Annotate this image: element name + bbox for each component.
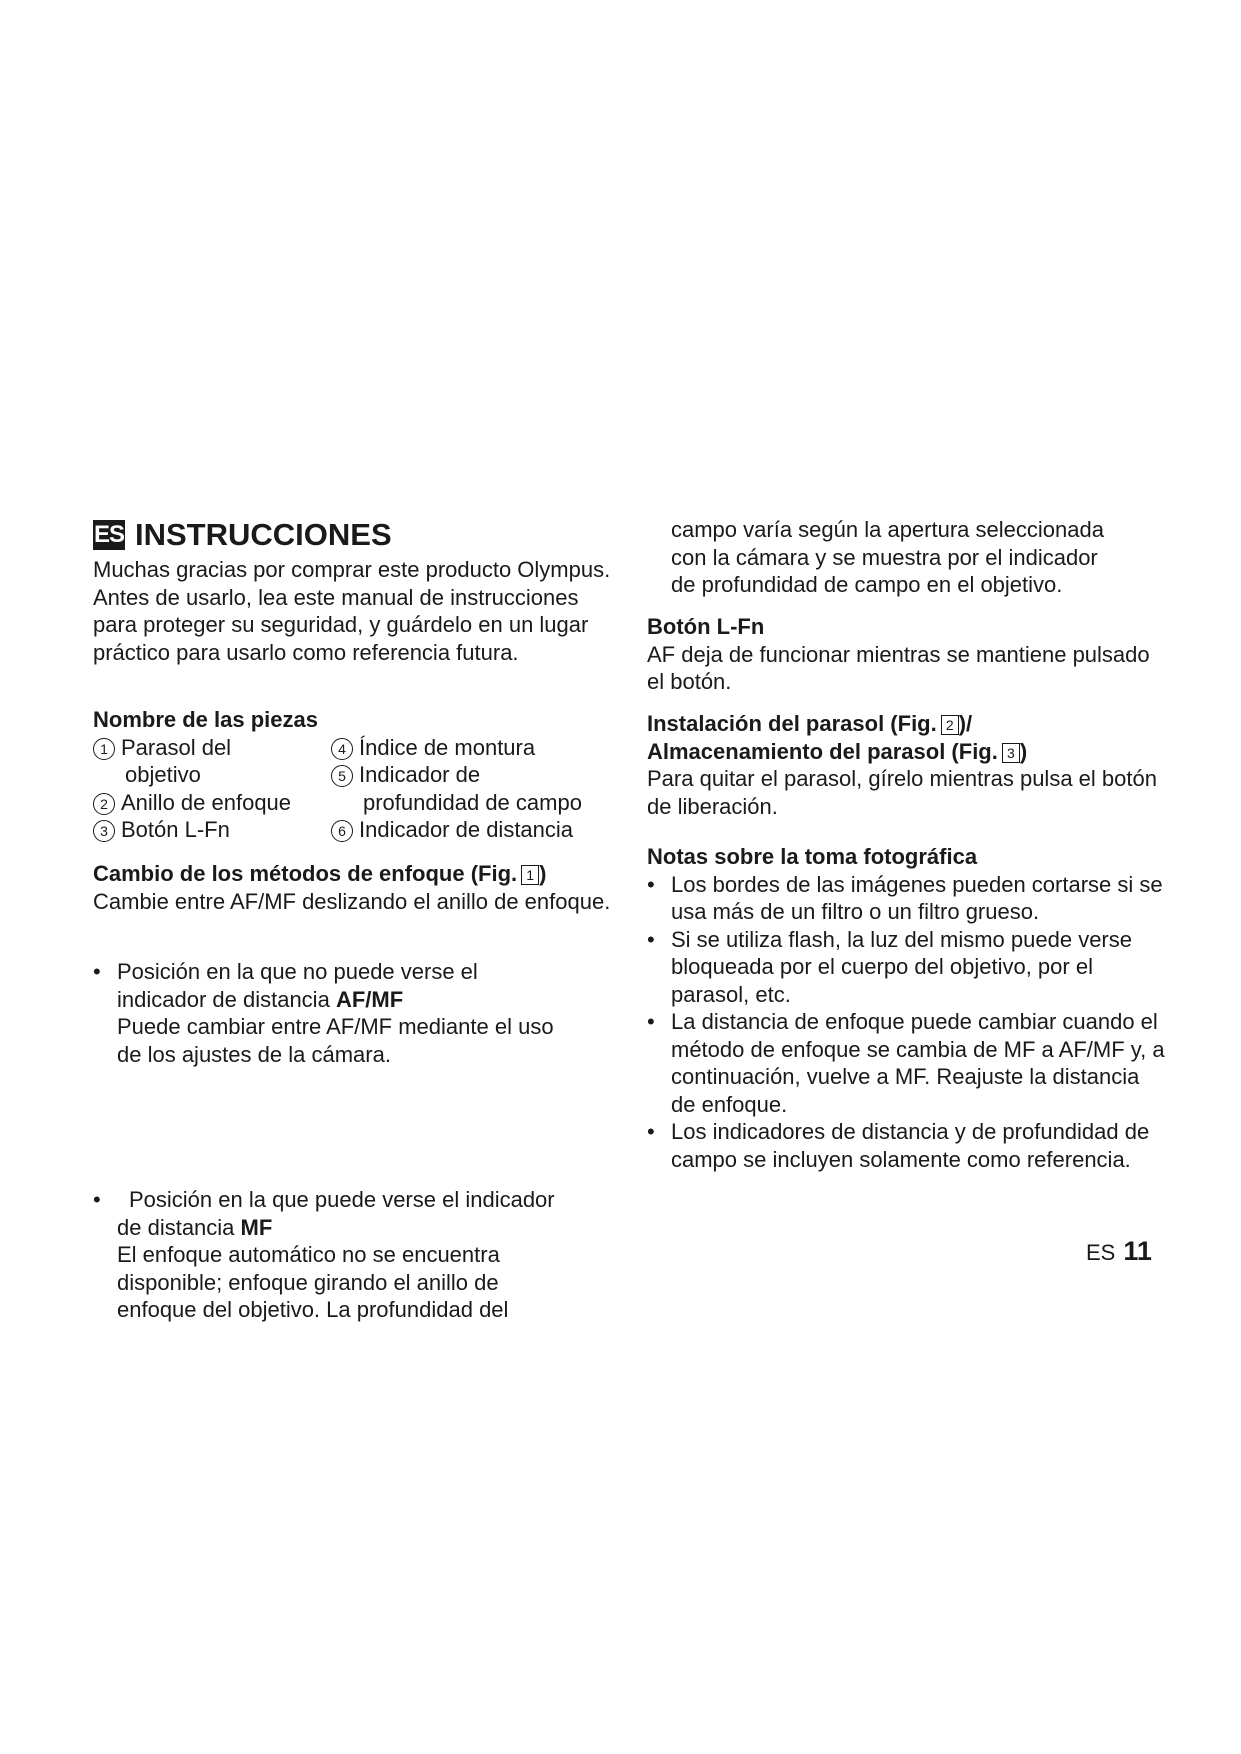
focus-bullet-1: • Posición en la que no puede verse el indicador de distancia AF/MF Puede cambiar entre AF/MF mediante el uso de los ajustes de la cámara. <box>93 959 554 1067</box>
focus-heading: Cambio de los métodos de enfoque (Fig. 1 ) <box>93 861 547 886</box>
fig-number-box: 3 <box>1002 743 1020 763</box>
circled-number-icon: 3 <box>93 820 115 842</box>
bullet-icon: • <box>93 959 101 984</box>
part-item: 6 Indicador de distancia <box>331 816 582 844</box>
parts-col-left <box>93 734 291 844</box>
fig-number-box: 2 <box>941 715 959 735</box>
parts-col-right <box>331 734 582 844</box>
notes-bullet: • Los indicadores de distancia y de profundidad de campo se incluyen solamente como referencia. <box>647 1119 1150 1172</box>
hood-body: Para quitar el parasol, gírelo mientras pulsa el botón de liberación. <box>647 766 1157 819</box>
circled-number-icon: 6 <box>331 820 353 842</box>
circled-number-icon: 4 <box>331 738 353 760</box>
focus-continuation: campo varía según la apertura seleccionada con la cámara y se muestra por el indicador de profundidad de campo en el objetivo. <box>671 517 1104 597</box>
focus-body: Cambie entre AF/MF deslizando el anillo de enfoque. <box>93 888 611 914</box>
language-badge: ES <box>93 521 124 548</box>
hood-section <box>647 710 1167 820</box>
notes-bullet: • Los bordes de las imágenes pueden cortarse si se usa más de un filtro o un filtro grueso. <box>647 871 1163 924</box>
part-item: 2 Anillo de enfoque <box>93 789 291 817</box>
bullet-icon: • <box>93 1187 101 1212</box>
page-title: INSTRUCCIONES <box>135 517 392 552</box>
hood-heading-1: Instalación del parasol (Fig. 2 )/ <box>647 711 973 736</box>
lfn-body: AF deja de funcionar mientras se mantiene pulsado el botón. <box>647 641 1150 694</box>
focus-section <box>93 860 613 915</box>
notes-bullet: • Si se utiliza flash, la luz del mismo puede verse bloqueada por el cuerpo del objetivo, por el parasol, etc. <box>647 926 1132 1007</box>
left-column <box>93 0 613 1322</box>
parts-list <box>93 734 613 844</box>
part-item-cont: objetivo <box>125 762 201 787</box>
part-item: 3 Botón L-Fn <box>93 816 291 844</box>
notes-section <box>647 843 1167 1173</box>
bullet-icon: • <box>647 871 655 897</box>
part-item-cont: profundidad de campo <box>363 789 582 815</box>
bullet-icon: • <box>647 1009 655 1034</box>
circled-number-icon: 1 <box>93 738 115 760</box>
hood-heading-2: Almacenamiento del parasol (Fig. 3 ) <box>647 738 1028 764</box>
lfn-section <box>647 613 1167 696</box>
page-title-row <box>93 518 392 552</box>
bullet-icon: • <box>647 926 655 952</box>
fig-number-box: 1 <box>521 865 539 885</box>
circled-number-icon: 2 <box>93 793 115 815</box>
page-number: ES 11 <box>1086 1236 1152 1266</box>
bullet-icon: • <box>647 1119 655 1144</box>
parts-heading: Nombre de las piezas <box>93 707 318 732</box>
part-item: 1 Parasol del <box>93 734 291 762</box>
part-item: 5 Indicador de <box>331 761 582 789</box>
notes-bullet: • La distancia de enfoque puede cambiar cuando el método de enfoque se cambia de MF a AF/MF y, a continuación, vuelve a MF. Reajuste la distancia de enfoque. <box>647 1009 1165 1117</box>
focus-bullet-2: • Posición en la que puede verse el indicador de distancia MF El enfoque automático no se encuentra disponible; enfoque girando el anillo de enfoque del objetivo. La profundidad del <box>93 1187 555 1322</box>
circled-number-icon: 5 <box>331 765 353 787</box>
lfn-heading: Botón L-Fn <box>647 614 765 639</box>
intro-paragraph: Muchas gracias por comprar este producto Olympus. Antes de usarlo, lea este manual de instrucciones para proteger su seguridad, y guárdelo en un lugar práctico para usarlo como referencia futura. <box>93 557 611 665</box>
part-item: 4 Índice de montura <box>331 734 582 762</box>
parts-section <box>93 706 613 844</box>
notes-heading: Notas sobre la toma fotográfica <box>647 844 978 869</box>
